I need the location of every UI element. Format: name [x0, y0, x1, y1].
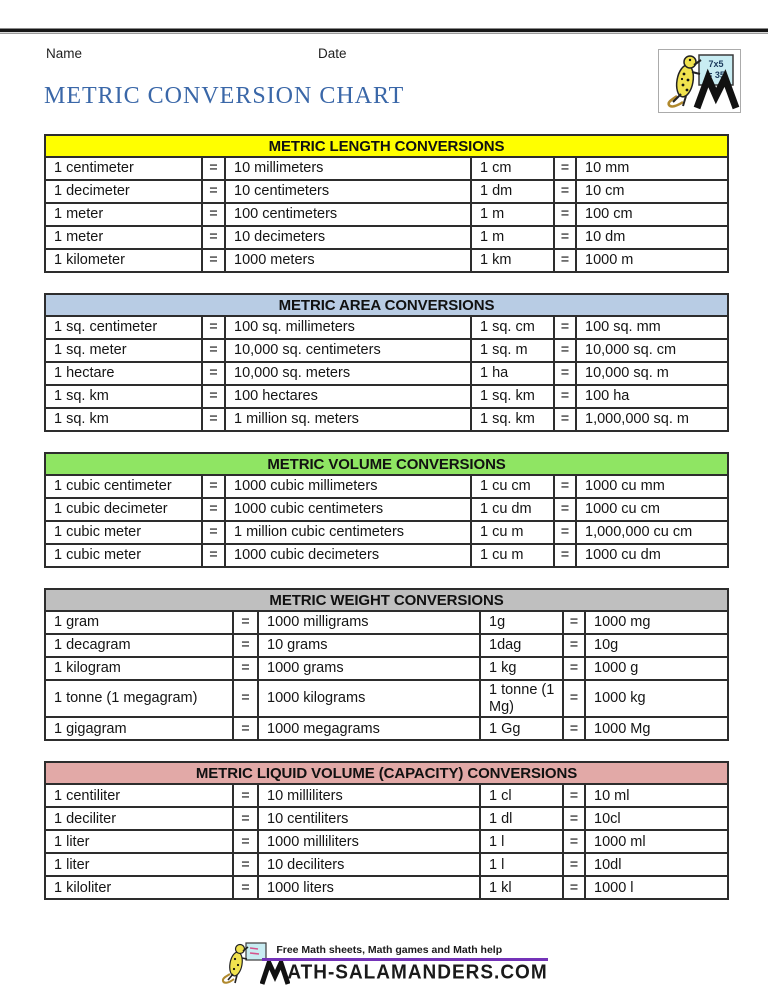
- value-cell: 10,000 sq. cm: [576, 339, 728, 362]
- value-cell: 1 liter: [45, 853, 233, 876]
- equals-cell: =: [563, 876, 585, 899]
- table-row: [45, 498, 728, 521]
- value-cell: 1 cl: [480, 784, 563, 807]
- value-cell: 1 cu dm: [471, 498, 554, 521]
- value-cell: 1 sq. km: [45, 385, 202, 408]
- value-cell: 1 centimeter: [45, 157, 202, 180]
- value-cell: 1 sq. m: [471, 339, 554, 362]
- value-cell: 1 l: [480, 853, 563, 876]
- equals-cell: =: [554, 157, 576, 180]
- equals-cell: =: [563, 680, 585, 717]
- table-row: [45, 362, 728, 385]
- value-cell: 1 meter: [45, 226, 202, 249]
- table-row: [45, 717, 728, 740]
- value-cell: 1 m: [471, 203, 554, 226]
- value-cell: 1 cm: [471, 157, 554, 180]
- footer-site-name: [262, 961, 547, 985]
- equals-cell: =: [554, 180, 576, 203]
- value-cell: 10 dm: [576, 226, 728, 249]
- volume-conversions-section: [44, 452, 727, 568]
- value-cell: 1 deciliter: [45, 807, 233, 830]
- equals-cell: =: [563, 634, 585, 657]
- top-divider-rule: [0, 28, 768, 35]
- value-cell: 10 milliliters: [258, 784, 480, 807]
- liquid-volume-conversions-table: [44, 761, 729, 900]
- value-cell: 1000 milligrams: [258, 611, 480, 634]
- equals-cell: =: [202, 203, 225, 226]
- value-cell: 10 ml: [585, 784, 728, 807]
- value-cell: 1000 meters: [225, 249, 471, 272]
- value-cell: 1000 cu mm: [576, 475, 728, 498]
- value-cell: 1000 g: [585, 657, 728, 680]
- equals-cell: =: [233, 853, 258, 876]
- table-row: [45, 226, 728, 249]
- table-row: [45, 876, 728, 899]
- table-row: [45, 316, 728, 339]
- equals-cell: =: [233, 784, 258, 807]
- equals-cell: =: [563, 657, 585, 680]
- value-cell: 1,000,000 cu cm: [576, 521, 728, 544]
- value-cell: 10 deciliters: [258, 853, 480, 876]
- equals-cell: =: [554, 408, 576, 431]
- table-header: METRIC AREA CONVERSIONS: [45, 294, 728, 316]
- value-cell: 1000 megagrams: [258, 717, 480, 740]
- table-row: [45, 680, 728, 717]
- equals-cell: =: [563, 807, 585, 830]
- equals-cell: =: [554, 249, 576, 272]
- salamander-logo-icon: [659, 50, 740, 112]
- equals-cell: =: [554, 385, 576, 408]
- equals-cell: =: [563, 830, 585, 853]
- value-cell: 10 centiliters: [258, 807, 480, 830]
- table-row: [45, 634, 728, 657]
- value-cell: 10,000 sq. meters: [225, 362, 471, 385]
- value-cell: 1 l: [480, 830, 563, 853]
- footer-m-icon: [260, 961, 290, 985]
- value-cell: 1 kiloliter: [45, 876, 233, 899]
- value-cell: 1 sq. centimeter: [45, 316, 202, 339]
- value-cell: 10 mm: [576, 157, 728, 180]
- value-cell: 1 sq. km: [45, 408, 202, 431]
- liquid-volume-conversions-section: [44, 761, 727, 900]
- value-cell: 1 cubic decimeter: [45, 498, 202, 521]
- equals-cell: =: [554, 544, 576, 567]
- value-cell: 1 cubic meter: [45, 544, 202, 567]
- value-cell: 1 kilogram: [45, 657, 233, 680]
- value-cell: 1 sq. km: [471, 385, 554, 408]
- value-cell: 1000 cubic millimeters: [225, 475, 471, 498]
- equals-cell: =: [554, 339, 576, 362]
- footer-text-block: [262, 941, 547, 985]
- value-cell: 1 cu m: [471, 521, 554, 544]
- equals-cell: =: [202, 249, 225, 272]
- table-row: [45, 385, 728, 408]
- value-cell: 1000 cubic decimeters: [225, 544, 471, 567]
- value-cell: 10 centimeters: [225, 180, 471, 203]
- value-cell: 10,000 sq. m: [576, 362, 728, 385]
- value-cell: 1,000,000 sq. m: [576, 408, 728, 431]
- value-cell: 1 decagram: [45, 634, 233, 657]
- value-cell: 1 cubic centimeter: [45, 475, 202, 498]
- math-salamanders-logo: [658, 49, 741, 113]
- table-header: METRIC LENGTH CONVERSIONS: [45, 135, 728, 157]
- conversion-tables: [44, 134, 727, 920]
- table-row: [45, 807, 728, 830]
- equals-cell: =: [233, 634, 258, 657]
- weight-conversions-table: [44, 588, 729, 741]
- value-cell: 1000 ml: [585, 830, 728, 853]
- value-cell: 1 cubic meter: [45, 521, 202, 544]
- equals-cell: =: [233, 717, 258, 740]
- equals-cell: =: [202, 157, 225, 180]
- equals-cell: =: [202, 339, 225, 362]
- equals-cell: =: [554, 498, 576, 521]
- equals-cell: =: [554, 475, 576, 498]
- value-cell: 1000 grams: [258, 657, 480, 680]
- value-cell: 1 sq. cm: [471, 316, 554, 339]
- table-header: METRIC VOLUME CONVERSIONS: [45, 453, 728, 475]
- footer-site-text: ATH-SALAMANDERS.COM: [287, 961, 548, 984]
- length-conversions-section: [44, 134, 727, 273]
- table-row: [45, 408, 728, 431]
- value-cell: 1 m: [471, 226, 554, 249]
- value-cell: 1000 mg: [585, 611, 728, 634]
- equals-cell: =: [554, 316, 576, 339]
- equals-cell: =: [202, 498, 225, 521]
- value-cell: 10 decimeters: [225, 226, 471, 249]
- table-row: [45, 475, 728, 498]
- weight-conversions-section: [44, 588, 727, 741]
- equals-cell: =: [233, 680, 258, 717]
- value-cell: 1000 l: [585, 876, 728, 899]
- value-cell: 1000 liters: [258, 876, 480, 899]
- equals-cell: =: [563, 853, 585, 876]
- value-cell: 10dl: [585, 853, 728, 876]
- value-cell: 1 kilometer: [45, 249, 202, 272]
- value-cell: 1 cu cm: [471, 475, 554, 498]
- date-label: Date: [318, 46, 347, 61]
- equals-cell: =: [233, 657, 258, 680]
- equals-cell: =: [202, 362, 225, 385]
- value-cell: 100 hectares: [225, 385, 471, 408]
- value-cell: 1g: [480, 611, 563, 634]
- value-cell: 1 centiliter: [45, 784, 233, 807]
- area-conversions-table: [44, 293, 729, 432]
- table-row: [45, 180, 728, 203]
- value-cell: 1 million cubic centimeters: [225, 521, 471, 544]
- table-row: [45, 544, 728, 567]
- equals-cell: =: [202, 544, 225, 567]
- equals-cell: =: [202, 408, 225, 431]
- value-cell: 1000 milliliters: [258, 830, 480, 853]
- name-label: Name: [46, 46, 83, 61]
- table-row: [45, 339, 728, 362]
- footer-tagline: Free Math sheets, Math games and Math help: [262, 941, 547, 961]
- table-row: [45, 521, 728, 544]
- table-row: [45, 830, 728, 853]
- value-cell: 1 ha: [471, 362, 554, 385]
- length-conversions-table: [44, 134, 729, 273]
- equals-cell: =: [554, 521, 576, 544]
- value-cell: 100 centimeters: [225, 203, 471, 226]
- value-cell: 10,000 sq. centimeters: [225, 339, 471, 362]
- equals-cell: =: [202, 316, 225, 339]
- value-cell: 1000 cubic centimeters: [225, 498, 471, 521]
- equals-cell: =: [202, 180, 225, 203]
- value-cell: 1 sq. meter: [45, 339, 202, 362]
- value-cell: 1 hectare: [45, 362, 202, 385]
- value-cell: 1 gram: [45, 611, 233, 634]
- value-cell: 1 million sq. meters: [225, 408, 471, 431]
- value-cell: 100 ha: [576, 385, 728, 408]
- equals-cell: =: [563, 784, 585, 807]
- equals-cell: =: [554, 226, 576, 249]
- equals-cell: =: [563, 717, 585, 740]
- value-cell: 1000 cu dm: [576, 544, 728, 567]
- table-row: [45, 611, 728, 634]
- value-cell: 10 cm: [576, 180, 728, 203]
- equals-cell: =: [554, 362, 576, 385]
- table-header: METRIC WEIGHT CONVERSIONS: [45, 589, 728, 611]
- value-cell: 10g: [585, 634, 728, 657]
- value-cell: 1 cu m: [471, 544, 554, 567]
- value-cell: 1 tonne (1 megagram): [45, 680, 233, 717]
- footer-branding: [0, 941, 768, 988]
- value-cell: 1 km: [471, 249, 554, 272]
- table-row: [45, 853, 728, 876]
- value-cell: 1000 kilograms: [258, 680, 480, 717]
- value-cell: 1000 m: [576, 249, 728, 272]
- value-cell: 1 liter: [45, 830, 233, 853]
- logo-board-text-1: 7x5: [708, 59, 724, 69]
- value-cell: 1 sq. km: [471, 408, 554, 431]
- table-row: [45, 203, 728, 226]
- volume-conversions-table: [44, 452, 729, 568]
- value-cell: 1 gigagram: [45, 717, 233, 740]
- area-conversions-section: [44, 293, 727, 432]
- value-cell: 1 decimeter: [45, 180, 202, 203]
- page-title: METRIC CONVERSION CHART: [44, 83, 405, 109]
- value-cell: 1 Gg: [480, 717, 563, 740]
- equals-cell: =: [202, 385, 225, 408]
- equals-cell: =: [554, 203, 576, 226]
- value-cell: 1000 cu cm: [576, 498, 728, 521]
- value-cell: 10 millimeters: [225, 157, 471, 180]
- value-cell: 100 cm: [576, 203, 728, 226]
- value-cell: 1 dm: [471, 180, 554, 203]
- value-cell: 1dag: [480, 634, 563, 657]
- table-row: [45, 657, 728, 680]
- equals-cell: =: [233, 830, 258, 853]
- table-row: [45, 249, 728, 272]
- value-cell: 10 grams: [258, 634, 480, 657]
- table-row: [45, 157, 728, 180]
- value-cell: 1 meter: [45, 203, 202, 226]
- value-cell: 1 tonne (1 Mg): [480, 680, 563, 717]
- equals-cell: =: [202, 226, 225, 249]
- salamander-figure: [669, 56, 701, 106]
- logo-board-text-2: = 35: [707, 70, 725, 80]
- value-cell: 1 kl: [480, 876, 563, 899]
- equals-cell: =: [202, 521, 225, 544]
- equals-cell: =: [233, 807, 258, 830]
- equals-cell: =: [563, 611, 585, 634]
- equals-cell: =: [233, 876, 258, 899]
- table-row: [45, 784, 728, 807]
- value-cell: 1000 Mg: [585, 717, 728, 740]
- value-cell: 100 sq. millimeters: [225, 316, 471, 339]
- value-cell: 10cl: [585, 807, 728, 830]
- value-cell: 1 kg: [480, 657, 563, 680]
- equals-cell: =: [233, 611, 258, 634]
- equals-cell: =: [202, 475, 225, 498]
- table-header: METRIC LIQUID VOLUME (CAPACITY) CONVERSIONS: [45, 762, 728, 784]
- value-cell: 1 dl: [480, 807, 563, 830]
- value-cell: 1000 kg: [585, 680, 728, 717]
- value-cell: 100 sq. mm: [576, 316, 728, 339]
